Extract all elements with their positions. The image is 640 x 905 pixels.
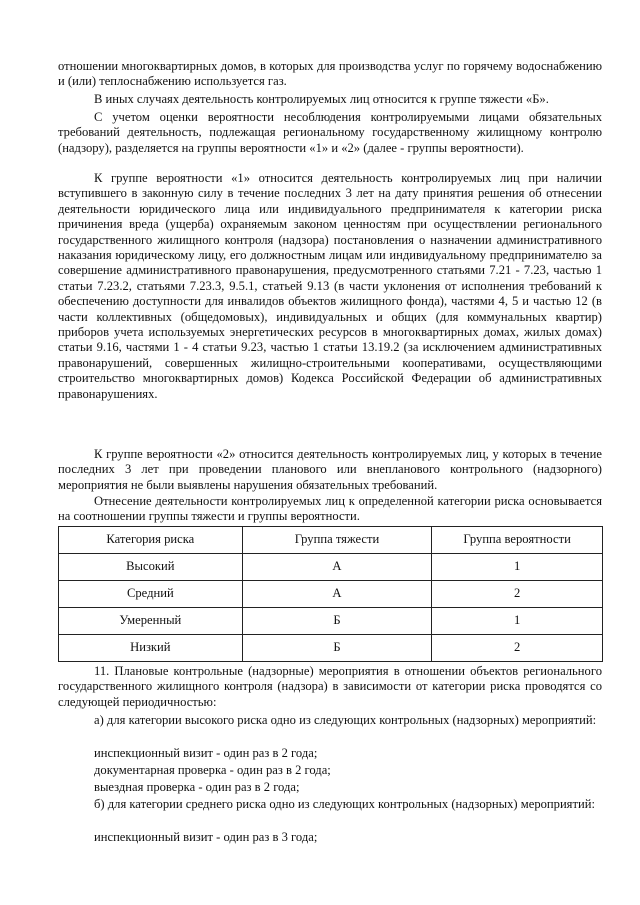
header-severity-group: Группа тяжести bbox=[242, 527, 432, 554]
list-item-inspection-visit-2y: инспекционный визит - один раз в 2 года; bbox=[94, 746, 318, 760]
cell-risk-category: Средний bbox=[59, 581, 243, 608]
cell-risk-category: Умеренный bbox=[59, 608, 243, 635]
paragraph-risk-category-basis: Отнесение деятельности контролируемых лиц к определенной категории риска основывается на соотношении группы тяжести и группы вероятности. bbox=[58, 494, 602, 524]
table-header-row bbox=[59, 527, 603, 554]
list-item-inspection-visit-3y: инспекционный визит - один раз в 3 года; bbox=[94, 830, 318, 844]
header-risk-category: Категория риска bbox=[59, 527, 243, 554]
cell-severity-group: Б bbox=[242, 608, 432, 635]
list-item-onsite-check-2y: выездная проверка - один раз в 2 года; bbox=[94, 780, 300, 794]
paragraph-medium-risk: б) для категории среднего риска одно из следующих контрольных (надзорных) мероприятий: bbox=[94, 797, 595, 811]
table-row bbox=[59, 581, 603, 608]
paragraph-scheduled-inspections: 11. Плановые контрольные (надзорные) мероприятия в отношении объектов регионального государственного жилищного контроля (надзора) в зависимости от категории риска проводятся со следующей периодичностью: bbox=[58, 664, 602, 709]
paragraph-probability-group-2: К группе вероятности «2» относится деятельность контролируемых лиц, у которых в течение последних 3 лет при проведении планового или внепланового контрольного (надзорного) мероприятия не были выявлены нарушения обязательных требований. bbox=[58, 447, 602, 492]
cell-risk-category: Высокий bbox=[59, 554, 243, 581]
cell-severity-group: А bbox=[242, 581, 432, 608]
paragraph-gas-heating: отношении многоквартирных домов, в которых для производства услуг по горячему водоснабжению и (или) теплоснабжению используется газ. bbox=[58, 59, 602, 89]
cell-probability-group: 1 bbox=[432, 554, 603, 581]
cell-severity-group: А bbox=[242, 554, 432, 581]
table-row bbox=[59, 635, 603, 662]
cell-probability-group: 2 bbox=[432, 581, 603, 608]
risk-category-table bbox=[58, 526, 603, 662]
cell-probability-group: 2 bbox=[432, 635, 603, 662]
list-item-documentary-check-2y: документарная проверка - один раз в 2 года; bbox=[94, 763, 331, 777]
paragraph-high-risk: а) для категории высокого риска одно из следующих контрольных (надзорных) мероприятий: bbox=[94, 713, 597, 727]
paragraph-severity-b: В иных случаях деятельность контролируемых лиц относится к группе тяжести «Б». bbox=[94, 92, 549, 106]
cell-probability-group: 1 bbox=[432, 608, 603, 635]
paragraph-probability-groups: С учетом оценки вероятности несоблюдения контролируемыми лицами обязательных требований деятельность, подлежащая региональному государственному жилищному контролю (надзору), разделяется на группы вероятности «1» и «2» (далее - группы вероятности). bbox=[58, 110, 602, 155]
table-row bbox=[59, 554, 603, 581]
cell-severity-group: Б bbox=[242, 635, 432, 662]
cell-risk-category: Низкий bbox=[59, 635, 243, 662]
table-row bbox=[59, 608, 603, 635]
header-probability-group: Группа вероятности bbox=[432, 527, 603, 554]
paragraph-probability-group-1: К группе вероятности «1» относится деятельность контролируемых лиц при наличии вступившего в законную силу в течение последних 3 лет на дату принятия решения об отнесении деятельности юридического лица или индивидуального предпринимателя к категории риска причинения вреда (ущерба) охраняемым законом ценностям при осуществлении регионального государственного жилищного контроля (надзора) постановления о назначении административного наказания юридическому лицу, его должностным лицам или индивидуальному предпринимателю за совершение административного правонарушения, предусмотренного статьями 7.21 - 7.23, частью 1 статьи 7.23.2, статьями 7.23.3, 9.5.1, статьей 9.13 (в части уклонения от исполнения требований к обеспечению доступности для инвалидов объектов жилищного фонда), частями 4, 5 и частью 12 (в части коллективных (общедомовых), индивидуальных и общих (для коммунальных квартир) приборов учета используемых энергетических ресурсов в многоквартирных домах, жилых домах) статьи 9.16, частями 1 - 4 статьи 9.23, частью 1 статьи 13.19.2 (за исключением административных правонарушений, совершенных жилищно-строительными кооперативами, осуществляющими строительство многоквартирных домов) Кодекса Российской Федерации об административных правонарушениях. bbox=[58, 171, 602, 401]
